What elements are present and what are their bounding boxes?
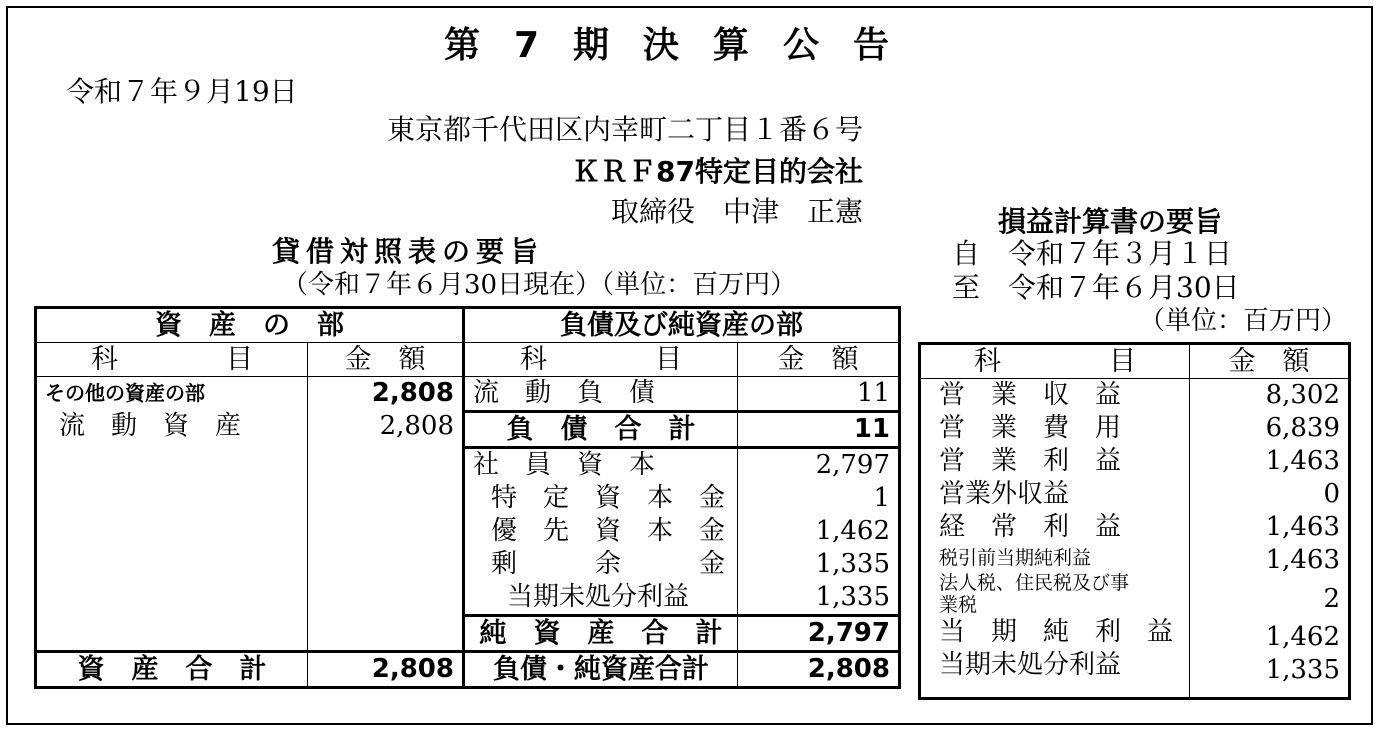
- notice-date: 令和７年９月19日: [66, 75, 298, 108]
- income-value-6: 2: [1323, 584, 1340, 614]
- asset-value-current: 2,808: [379, 411, 454, 441]
- equity-total-label: 純 資 産 合 計: [464, 616, 738, 652]
- income-value-3: 0: [1323, 479, 1340, 509]
- period-from: 自 令和７年３月１日: [952, 237, 1233, 270]
- equity-values: [738, 448, 900, 616]
- equity-label-3: 剰 余 金: [491, 549, 726, 579]
- equity-label-2: 優 先 資 本 金: [491, 516, 726, 546]
- grand-total-label: 負債・純資産合計: [464, 652, 738, 688]
- page-title: 第7期決算公告: [443, 25, 924, 66]
- income-value-2: 1,463: [1265, 446, 1340, 476]
- equity-total-value: 2,797: [738, 616, 900, 652]
- income-label-3: 営業外収益: [939, 479, 1070, 509]
- income-label-5: 税引前当期純利益: [939, 547, 1092, 569]
- income-value-5: 1,463: [1265, 545, 1340, 575]
- income-label-8: 当期未処分利益: [939, 650, 1122, 680]
- assets-total-value: 2,808: [308, 652, 464, 688]
- asset-label-current: 流 動 資 産: [59, 411, 242, 441]
- equity-value-2: 1,462: [815, 516, 890, 546]
- income-unit: （単位：百万円）: [1138, 306, 1347, 336]
- equity-label-0: 社 員 資 本: [473, 450, 656, 480]
- equity-value-0: 2,797: [815, 450, 890, 480]
- asset-value-other: 2,808: [371, 378, 454, 408]
- income-value-1: 6,839: [1265, 413, 1340, 443]
- balance-sheet-subtitle: （令和７年６月30日現在）（単位：百万円）: [282, 270, 797, 300]
- equity-value-4: 1,335: [815, 582, 890, 612]
- income-label-0: 営 業 収 益: [939, 380, 1122, 410]
- assets-col-amount: 金 額: [308, 343, 464, 377]
- equity-label-1: 特 定 資 本 金: [491, 483, 726, 513]
- income-value-0: 8,302: [1265, 380, 1340, 410]
- liabilities-header: 負債及び純資産の部: [464, 308, 900, 343]
- income-label-7: 当 期 純 利 益: [939, 617, 1174, 647]
- income-col-amount: 金 額: [1190, 344, 1350, 379]
- income-statement-table: [918, 342, 1351, 700]
- liab-total-label: 負 債 合 計: [464, 412, 738, 448]
- liab-label-current: 流 動 負 債: [464, 377, 738, 412]
- assets-col-item: 科 目: [36, 343, 308, 377]
- equity-value-1: 1: [873, 483, 890, 513]
- grand-total-value: 2,808: [738, 652, 900, 688]
- income-value-7: 1,462: [1265, 622, 1340, 652]
- company-address: 東京都千代田区内幸町二丁目１番６号: [386, 113, 863, 146]
- assets-header: 資 産 の 部: [36, 308, 464, 343]
- income-label-6: 法人税、住民税及び事業税: [939, 572, 1130, 616]
- income-label-4: 経 常 利 益: [939, 512, 1122, 542]
- income-values: [1190, 379, 1350, 699]
- income-label-1: 営 業 費 用: [939, 413, 1122, 443]
- liab-col-item: 科 目: [464, 343, 738, 377]
- income-items: [920, 379, 1190, 699]
- income-label-2: 営 業 利 益: [939, 446, 1122, 476]
- income-value-8: 1,335: [1265, 655, 1340, 685]
- assets-total-label: 資 産 合 計: [36, 652, 308, 688]
- equity-value-3: 1,335: [815, 549, 890, 579]
- assets-values: [308, 377, 464, 652]
- income-col-item: 科 目: [920, 344, 1190, 379]
- equity-items: [464, 448, 738, 616]
- liab-col-amount: 金 額: [738, 343, 900, 377]
- period-to: 至 令和７年６月30日: [952, 271, 1240, 304]
- assets-items: [36, 377, 308, 652]
- equity-label-4: 当期未処分利益: [507, 582, 690, 612]
- liab-value-current: 11: [738, 377, 900, 412]
- liab-total-value: 11: [738, 412, 900, 448]
- income-value-4: 1,463: [1265, 512, 1340, 542]
- balance-sheet-table: [34, 306, 901, 689]
- officer-name: 取締役 中津 正憲: [610, 195, 863, 228]
- asset-label-other: その他の資産の部: [45, 381, 205, 405]
- company-name: ＫＲＦ87特定目的会社: [572, 155, 863, 188]
- balance-sheet-title: 貸借対照表の要旨: [272, 235, 545, 268]
- income-statement-title: 損益計算書の要旨: [998, 205, 1223, 238]
